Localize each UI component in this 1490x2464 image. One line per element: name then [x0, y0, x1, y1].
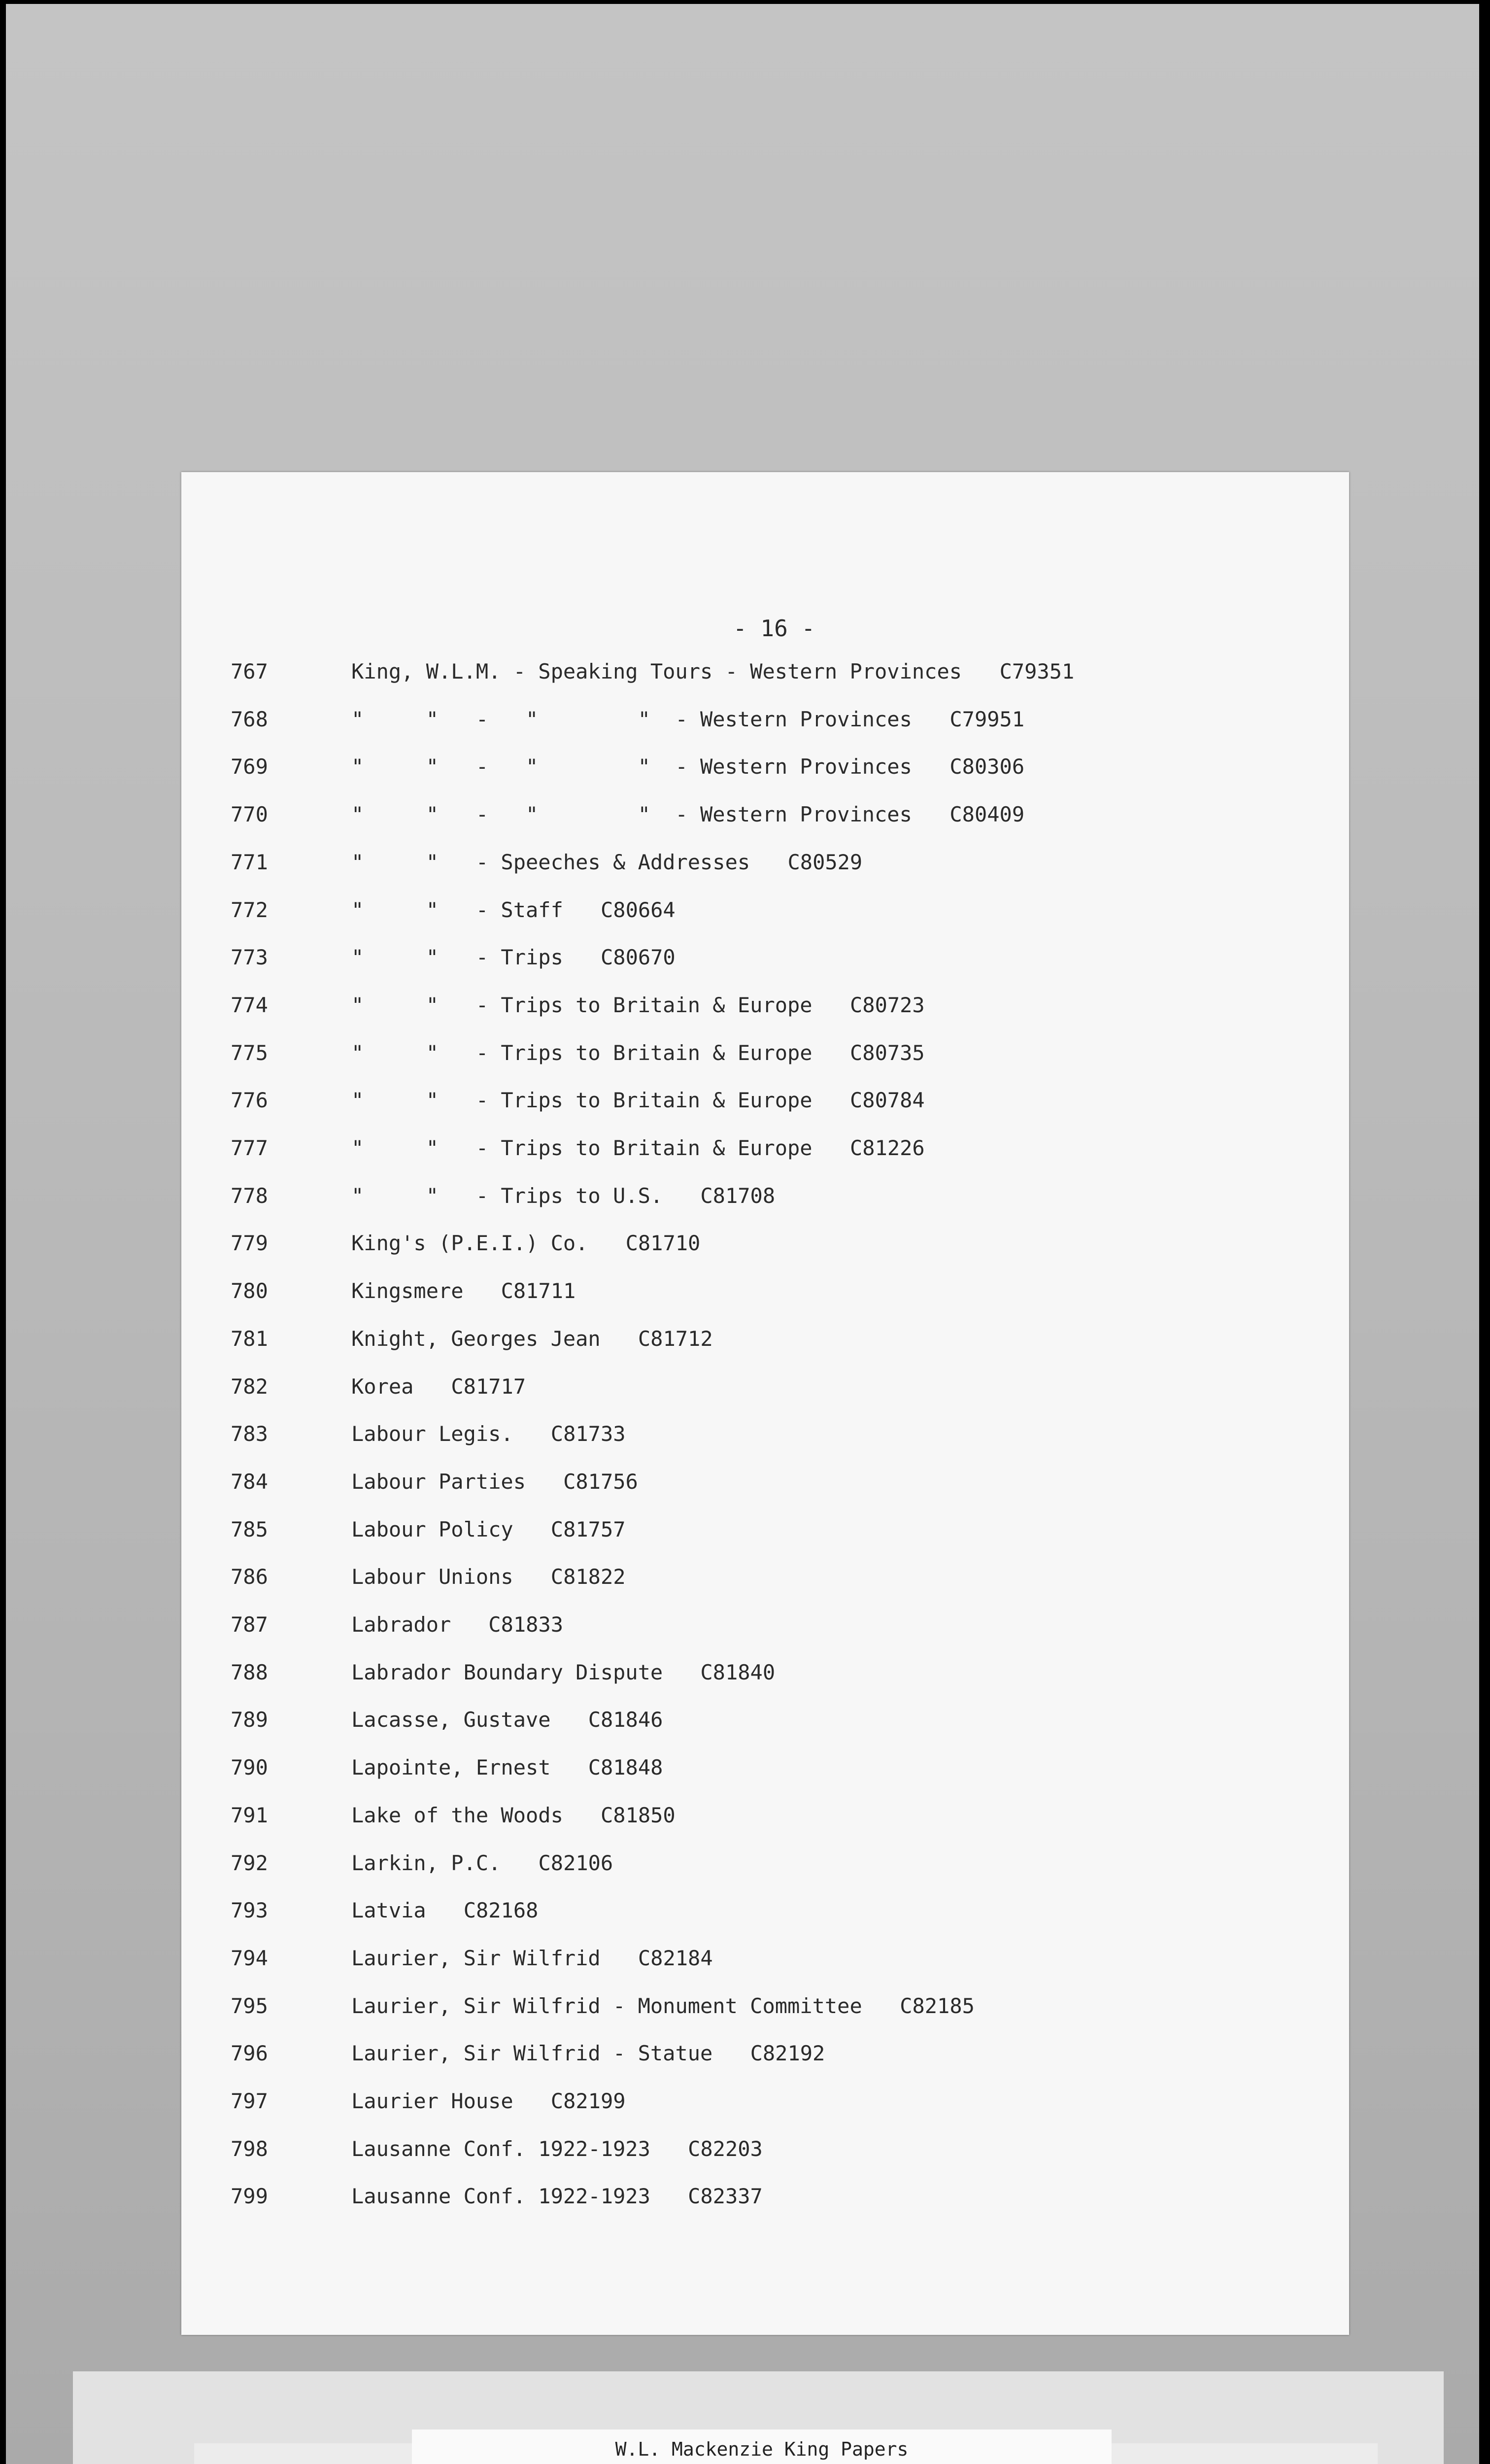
entry-description: " " - Speeches & Addresses [351, 850, 750, 874]
entry-description: Laurier, Sir Wilfrid [351, 1946, 601, 1970]
entry-description: Lapointe, Ernest [351, 1755, 551, 1780]
entry-reel-code: C81712 [638, 1326, 713, 1351]
entry-description: Larkin, P.C. [351, 1850, 501, 1875]
entry-reel-code: C81710 [625, 1231, 701, 1256]
entry-number: 785 [231, 1517, 268, 1541]
entry-number: 783 [231, 1422, 268, 1446]
entry-reel-code: C82337 [688, 2184, 763, 2209]
entry-number: 779 [231, 1231, 268, 1256]
entry-reel-code: C80529 [787, 850, 863, 874]
entry-number: 782 [231, 1374, 268, 1399]
entry-description: King's (P.E.I.) Co. [351, 1231, 588, 1256]
entry-reel-code: C80306 [949, 754, 1025, 779]
entry-reel-code: C81846 [588, 1708, 663, 1732]
entry-reel-code: C82185 [900, 1993, 975, 2018]
entry-number: 767 [231, 659, 268, 684]
entry-number: 778 [231, 1183, 268, 1208]
entry-reel-code: C82184 [638, 1946, 713, 1970]
entry-reel-code: C79351 [999, 659, 1075, 684]
entry-description: " " - Trips to Britain & Europe [351, 1088, 813, 1113]
entry-description: Knight, Georges Jean [351, 1326, 601, 1351]
entry-description: " " - " " - Western Provinces [351, 754, 912, 779]
entry-number: 781 [231, 1326, 268, 1351]
entry-reel-code: C80723 [850, 992, 925, 1017]
entry-number: 796 [231, 2041, 268, 2066]
entry-number: 795 [231, 1993, 268, 2018]
entry-number: 780 [231, 1279, 268, 1303]
entry-number: 786 [231, 1565, 268, 1589]
entry-reel-code: C81711 [501, 1279, 576, 1303]
entry-reel-code: C82106 [538, 1850, 613, 1875]
entry-reel-code: C80409 [949, 802, 1025, 827]
entry-reel-code: C80664 [601, 897, 676, 922]
entry-description: Labour Legis. [351, 1422, 513, 1446]
entry-number: 784 [231, 1469, 268, 1494]
entry-number: 771 [231, 850, 268, 874]
entry-description: " " - Trips to Britain & Europe [351, 992, 813, 1017]
entry-reel-code: C81756 [563, 1469, 638, 1494]
entry-reel-code: C81822 [550, 1565, 626, 1589]
entry-description: Latvia [351, 1898, 426, 1923]
entry-description: Lake of the Woods [351, 1803, 563, 1827]
entry-number: 791 [231, 1803, 268, 1827]
entry-reel-code: C82192 [750, 2041, 825, 2066]
entry-description: " " - " " - Western Provinces [351, 802, 912, 827]
entry-reel-code: C82203 [688, 2136, 763, 2161]
entry-number: 768 [231, 707, 268, 731]
entry-description: Laurier, Sir Wilfrid - Monument Committee [351, 1993, 862, 2018]
entry-number: 793 [231, 1898, 268, 1923]
entry-description: Labour Parties [351, 1469, 526, 1494]
entry-description: Lausanne Conf. 1922-1923 [351, 2136, 650, 2161]
entry-reel-code: C80735 [850, 1040, 925, 1065]
entry-description: King, W.L.M. - Speaking Tours - Western Provinces [351, 659, 962, 684]
entry-number: 773 [231, 945, 268, 970]
entry-number: 797 [231, 2089, 268, 2113]
entry-number: 790 [231, 1755, 268, 1780]
entry-description: Lacasse, Gustave [351, 1708, 551, 1732]
collection-label [412, 2430, 1112, 2464]
document-page [181, 472, 1349, 2335]
entry-reel-code: C81733 [550, 1422, 626, 1446]
entry-reel-code: C80784 [850, 1088, 925, 1113]
entry-number: 792 [231, 1850, 268, 1875]
entry-reel-code: C81708 [700, 1183, 776, 1208]
entry-description: Laurier, Sir Wilfrid - Statue [351, 2041, 713, 2066]
entry-description: Labrador [351, 1612, 451, 1637]
entry-number: 770 [231, 802, 268, 827]
microfilm-frame [6, 4, 1479, 2464]
entry-description: Kingsmere [351, 1279, 464, 1303]
entry-number: 798 [231, 2136, 268, 2161]
entry-number: 789 [231, 1708, 268, 1732]
entry-reel-code: C81840 [700, 1660, 776, 1684]
entry-reel-code: C82168 [463, 1898, 539, 1923]
collection-title: W.L. Mackenzie King Papers [615, 2438, 909, 2460]
entry-reel-code: C79951 [949, 707, 1025, 731]
entry-number: 799 [231, 2184, 268, 2209]
entry-reel-code: C81226 [850, 1136, 925, 1160]
entry-description: Laurier House [351, 2089, 513, 2113]
entry-number: 772 [231, 897, 268, 922]
entry-reel-code: C81833 [488, 1612, 564, 1637]
entry-description: Labrador Boundary Dispute [351, 1660, 663, 1684]
entry-description: " " - Trips [351, 945, 563, 970]
entry-number: 775 [231, 1040, 268, 1065]
entry-number: 769 [231, 754, 268, 779]
entry-reel-code: C81848 [588, 1755, 663, 1780]
entry-description: " " - Trips to Britain & Europe [351, 1040, 813, 1065]
entry-number: 794 [231, 1946, 268, 1970]
entry-description: Korea [351, 1374, 414, 1399]
page-number: - 16 - [733, 615, 815, 642]
entry-number: 787 [231, 1612, 268, 1637]
entry-description: Labour Unions [351, 1565, 513, 1589]
entry-description: Labour Policy [351, 1517, 513, 1541]
entry-description: " " - Trips to Britain & Europe [351, 1136, 813, 1160]
entry-number: 776 [231, 1088, 268, 1113]
entry-reel-code: C81850 [601, 1803, 676, 1827]
entry-reel-code: C80670 [601, 945, 676, 970]
entry-number: 788 [231, 1660, 268, 1684]
entry-description: " " - Staff [351, 897, 563, 922]
entry-description: " " - " " - Western Provinces [351, 707, 912, 731]
entry-reel-code: C81757 [550, 1517, 626, 1541]
entry-reel-code: C81717 [451, 1374, 526, 1399]
entry-number: 777 [231, 1136, 268, 1160]
entry-reel-code: C82199 [550, 2089, 626, 2113]
entry-number: 774 [231, 992, 268, 1017]
entry-description: Lausanne Conf. 1922-1923 [351, 2184, 650, 2209]
entry-description: " " - Trips to U.S. [351, 1183, 663, 1208]
